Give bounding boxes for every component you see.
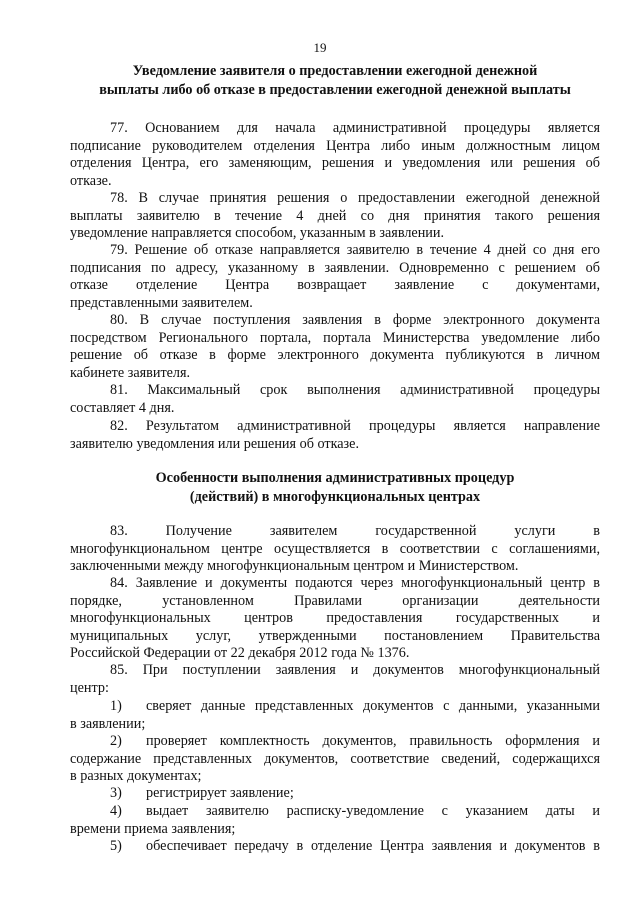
text-line: заявителю уведомления или решения об отказе.: [70, 435, 359, 452]
heading-line: Уведомление заявителя о предоставлении ежегодной денежной: [132, 63, 538, 79]
list-item: [70, 803, 600, 838]
text-line: 85. При поступлении заявления и документов многофункциональный: [110, 662, 600, 678]
text-line: 84. Заявление и документы подаются через многофункциональный центр в: [110, 575, 600, 591]
text-line: многофункциональном центре осуществляется в соответствии с соглашениями,: [70, 540, 600, 557]
text-line: представленными заявителем.: [70, 294, 253, 311]
text-line: порядке, установленном Правилами организации деятельности: [70, 592, 600, 609]
list-item-text: регистрирует заявление;: [146, 785, 294, 801]
list-item-number: 1): [110, 698, 122, 714]
list-item: [70, 698, 600, 733]
text-line: выплаты заявителю в течение 4 дней со дня принятия такого решения: [70, 207, 600, 224]
text-line: Российской Федерации от 22 декабря 2012 года № 1376.: [70, 645, 410, 661]
paragraph-85: [70, 662, 600, 697]
list-item: [70, 785, 600, 803]
text-line: 80. В случае поступления заявления в форме электронного документа: [110, 312, 600, 328]
paragraph-79: [70, 242, 600, 312]
list-item-text: содержание представленных документов, соответствие сведений, содержащихся: [70, 750, 600, 767]
text-line: 78. В случае принятия решения о предоставлении ежегодной денежной: [110, 190, 600, 206]
text-line: решение об отказе в форме электронного документа публикуются в личном: [70, 347, 600, 363]
list-item-text: сверяет данные представленных документов с данными, указанными: [146, 698, 600, 714]
list-item-text: проверяет комплектность документов, правильность оформления и: [146, 733, 600, 749]
paragraph-80: [70, 312, 600, 382]
paragraph-78: [70, 190, 600, 243]
text-line: подписание руководителем отделения Центра либо иным должностным лицом: [70, 137, 600, 154]
list-item-text: в заявлении;: [70, 715, 146, 732]
list-item-text: в разных документах;: [70, 768, 202, 784]
text-line: кабинете заявителя.: [70, 364, 191, 381]
text-line: составляет 4 дня.: [70, 399, 175, 416]
text-line: отказе.: [70, 172, 112, 189]
section-heading-notification: [70, 62, 600, 100]
text-line: 79. Решение об отказе направляется заявителю в течение 4 дней со дня его: [110, 242, 600, 258]
text-line: 81. Максимальный срок выполнения административной процедуры: [110, 382, 600, 398]
list-item-number: 3): [110, 785, 122, 801]
list-item-number: 5): [110, 838, 122, 854]
list-item-number: 4): [110, 803, 122, 819]
text-line: отказе отделение Центра возвращает заявление с документами,: [70, 277, 600, 293]
text-line: 77. Основанием для начала административной процедуры является: [110, 120, 600, 136]
text-line: центр:: [70, 679, 109, 696]
paragraph-84: [70, 575, 600, 663]
paragraph-81: [70, 382, 600, 417]
section-heading-mfc: [70, 469, 600, 507]
list-item-text: времени приема заявления;: [70, 820, 236, 837]
heading-line: Особенности выполнения административных процедур: [155, 470, 515, 486]
text-line: подписания по адресу, указанному в заявлении. Одновременно с решением об: [70, 259, 600, 276]
text-line: муниципальных услуг, утвержденными постановлением Правительства: [70, 627, 600, 644]
heading-line: выплаты либо об отказе в предоставлении ежегодной денежной выплаты: [99, 82, 571, 98]
text-line: 83. Получение заявителем государственной услуги в: [110, 523, 600, 539]
text-line: посредством Регионального портала, портала Министерства уведомление либо: [70, 329, 600, 346]
paragraph-77: [70, 120, 600, 190]
list-item-text: выдает заявителю расписку-уведомление с указанием даты и: [146, 803, 600, 819]
text-line: 82. Результатом административной процедуры является направление: [110, 418, 600, 434]
heading-line: (действий) в многофункциональных центрах: [189, 489, 481, 505]
text-line: уведомление направляется способом, указанным в заявлении.: [70, 225, 445, 241]
list-item-text: обеспечивает передачу в отделение Центра заявления и документов в: [146, 838, 600, 854]
list-item-number: 2): [110, 733, 122, 749]
page-number: 19: [313, 40, 327, 55]
list-item: [70, 733, 600, 786]
text-line: многофункциональных центров предоставления государственных и: [70, 610, 600, 626]
text-line: заключенными между многофункциональным центром и Министерством.: [70, 558, 519, 574]
paragraph-82: [70, 418, 600, 453]
list-item: [70, 838, 600, 856]
paragraph-83: [70, 523, 600, 576]
text-line: отделения Центра, его заменяющим, решения и уведомления или решения об: [70, 155, 600, 171]
